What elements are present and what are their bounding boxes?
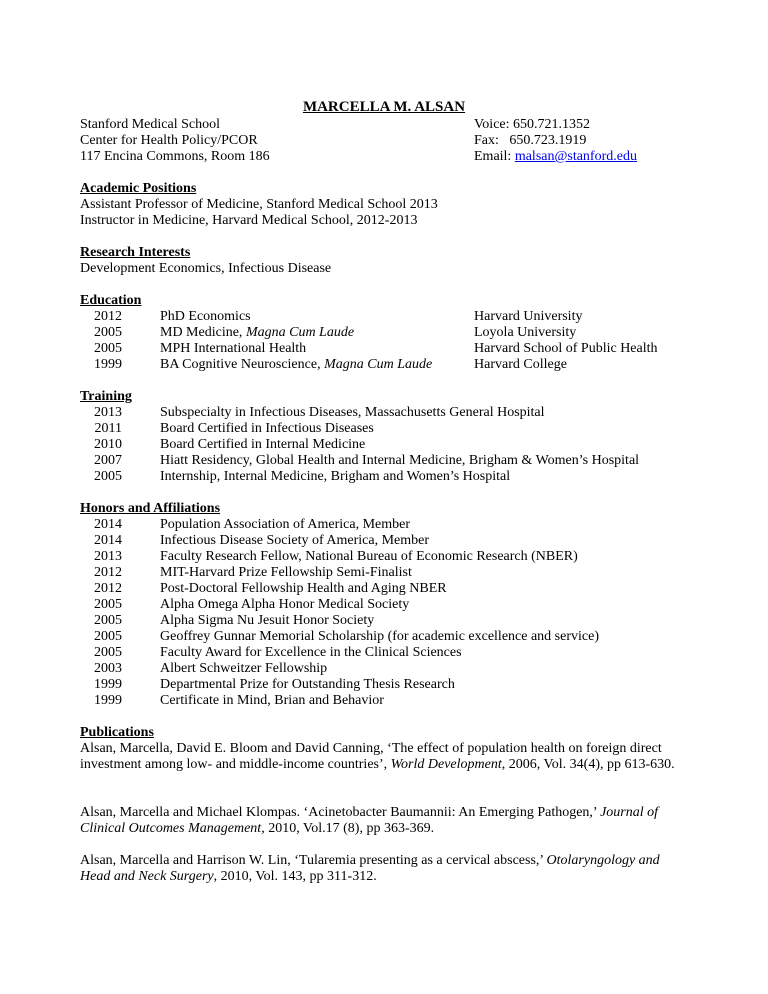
education-year: 2005 (94, 341, 122, 356)
honor-year: 2014 (94, 533, 122, 548)
honor-row (80, 661, 700, 677)
education-heading: Education (80, 293, 142, 308)
honor-text: Geoffrey Gunnar Memorial Scholarship (for academic excellence and service) (160, 629, 599, 644)
education-school: Loyola University (474, 325, 577, 340)
honor-year: 2005 (94, 645, 122, 660)
academic-position: Assistant Professor of Medicine, Stanford Medical School 2013 (80, 197, 438, 212)
training-year: 2007 (94, 453, 122, 468)
publications-heading: Publications (80, 725, 154, 740)
honor-row (80, 581, 700, 597)
address-line-2: Center for Health Policy/PCOR (80, 133, 258, 148)
education-row (80, 325, 700, 341)
honor-text: Faculty Research Fellow, National Bureau of Economic Research (NBER) (160, 549, 578, 564)
honor-text: Faculty Award for Excellence in the Clinical Sciences (160, 645, 462, 660)
resume-name: MARCELLA M. ALSAN (302, 99, 466, 115)
honors-heading: Honors and Affiliations (80, 501, 221, 516)
honor-text: Alpha Omega Alpha Honor Medical Society (160, 597, 410, 612)
honor-text: MIT-Harvard Prize Fellowship Semi-Finalist (160, 565, 412, 580)
training-row (80, 469, 700, 485)
honor-year: 2005 (94, 597, 122, 612)
publication-journal: Otolaryngology and Head and Neck Surgery (80, 853, 660, 884)
education-row (80, 357, 700, 373)
training-text: Hiatt Residency, Global Health and Internal Medicine, Brigham & Women’s Hospital (160, 453, 640, 468)
honor-year: 1999 (94, 677, 122, 692)
training-text: Board Certified in Infectious Diseases (160, 421, 374, 436)
training-year: 2005 (94, 469, 122, 484)
contact-voice: Voice: 650.721.1352 (474, 117, 591, 132)
training-row (80, 421, 700, 437)
honor-text: Post-Doctoral Fellowship Health and Aging NBER (160, 581, 447, 596)
publication-entry: Alsan, Marcella and Harrison W. Lin, ‘Tularemia presenting as a cervical abscess,’ Otolaryngology and Head and Neck Surgery, 2010, Vol. 143, pp 311-312. (80, 853, 660, 884)
training-text: Subspecialty in Infectious Diseases, Massachusetts General Hospital (160, 405, 545, 420)
training-row (80, 437, 700, 453)
honor-text: Departmental Prize for Outstanding Thesis Research (160, 677, 455, 692)
academic-positions-heading: Academic Positions (80, 181, 197, 196)
training-year: 2010 (94, 437, 122, 452)
honor-text: Population Association of America, Member (160, 517, 411, 532)
education-school: Harvard University (474, 309, 583, 324)
honor-text: Albert Schweitzer Fellowship (160, 661, 328, 676)
email-link[interactable]: malsan@stanford.edu (514, 149, 637, 164)
honor-row (80, 677, 700, 693)
education-school: Harvard School of Public Health (474, 341, 658, 356)
education-degree: MD Medicine, Magna Cum Laude (160, 325, 355, 340)
publication-journal: World Development (390, 757, 502, 772)
honor-year: 2014 (94, 517, 122, 532)
honor-row (80, 533, 700, 549)
honor-year: 2003 (94, 661, 122, 676)
training-row (80, 453, 700, 469)
honor-year: 2005 (94, 629, 122, 644)
honor-row (80, 645, 700, 661)
honor-row (80, 549, 700, 565)
training-heading: Training (80, 389, 132, 404)
honor-text: Alpha Sigma Nu Jesuit Honor Society (160, 613, 375, 628)
training-row (80, 405, 700, 421)
honor-year: 2005 (94, 613, 122, 628)
honor-row (80, 629, 700, 645)
contact-fax: Fax: 650.723.1919 (474, 133, 587, 148)
education-year: 2012 (94, 309, 122, 324)
honor-row (80, 693, 700, 709)
email-label: Email: (474, 149, 515, 164)
education-year: 2005 (94, 325, 122, 340)
address-line-1: Stanford Medical School (80, 117, 220, 132)
education-degree: BA Cognitive Neuroscience, Magna Cum Laude (160, 357, 433, 372)
publication-entry: Alsan, Marcella, David E. Bloom and David Canning, ‘The effect of population health on foreign direct investment among low- and middle-income countries’, World Development, 2006, Vol. 34(4), pp 613-630. (80, 741, 675, 772)
research-interests-text: Development Economics, Infectious Disease (80, 261, 332, 276)
training-text: Board Certified in Internal Medicine (160, 437, 366, 452)
contact-email (474, 149, 637, 165)
education-year: 1999 (94, 357, 122, 372)
honor-year: 2012 (94, 565, 122, 580)
honor-text: Certificate in Mind, Brian and Behavior (160, 693, 384, 708)
research-interests-heading: Research Interests (80, 245, 191, 260)
address-line-3: 117 Encina Commons, Room 186 (80, 149, 270, 164)
honor-row (80, 565, 700, 581)
honor-year: 1999 (94, 693, 122, 708)
education-row (80, 341, 700, 357)
honor-row (80, 613, 700, 629)
education-degree: MPH International Health (160, 341, 307, 356)
training-year: 2011 (94, 421, 122, 436)
publication-journal: Journal of Clinical Outcomes Management (80, 805, 659, 836)
publication-entry: Alsan, Marcella and Michael Klompas. ‘Acinetobacter Baumannii: An Emerging Pathogen,’ Journal of Clinical Outcomes Management, 2010, Vol.17 (8), pp 363-369. (80, 805, 659, 836)
education-school: Harvard College (474, 357, 567, 372)
honor-year: 2012 (94, 581, 122, 596)
honor-row (80, 517, 700, 533)
training-text: Internship, Internal Medicine, Brigham and Women’s Hospital (160, 469, 511, 484)
academic-position: Instructor in Medicine, Harvard Medical School, 2012-2013 (80, 213, 418, 228)
education-degree: PhD Economics (160, 309, 251, 324)
training-year: 2013 (94, 405, 122, 420)
honor-text: Infectious Disease Society of America, Member (160, 533, 430, 548)
honor-year: 2013 (94, 549, 122, 564)
education-row (80, 309, 700, 325)
honor-row (80, 597, 700, 613)
